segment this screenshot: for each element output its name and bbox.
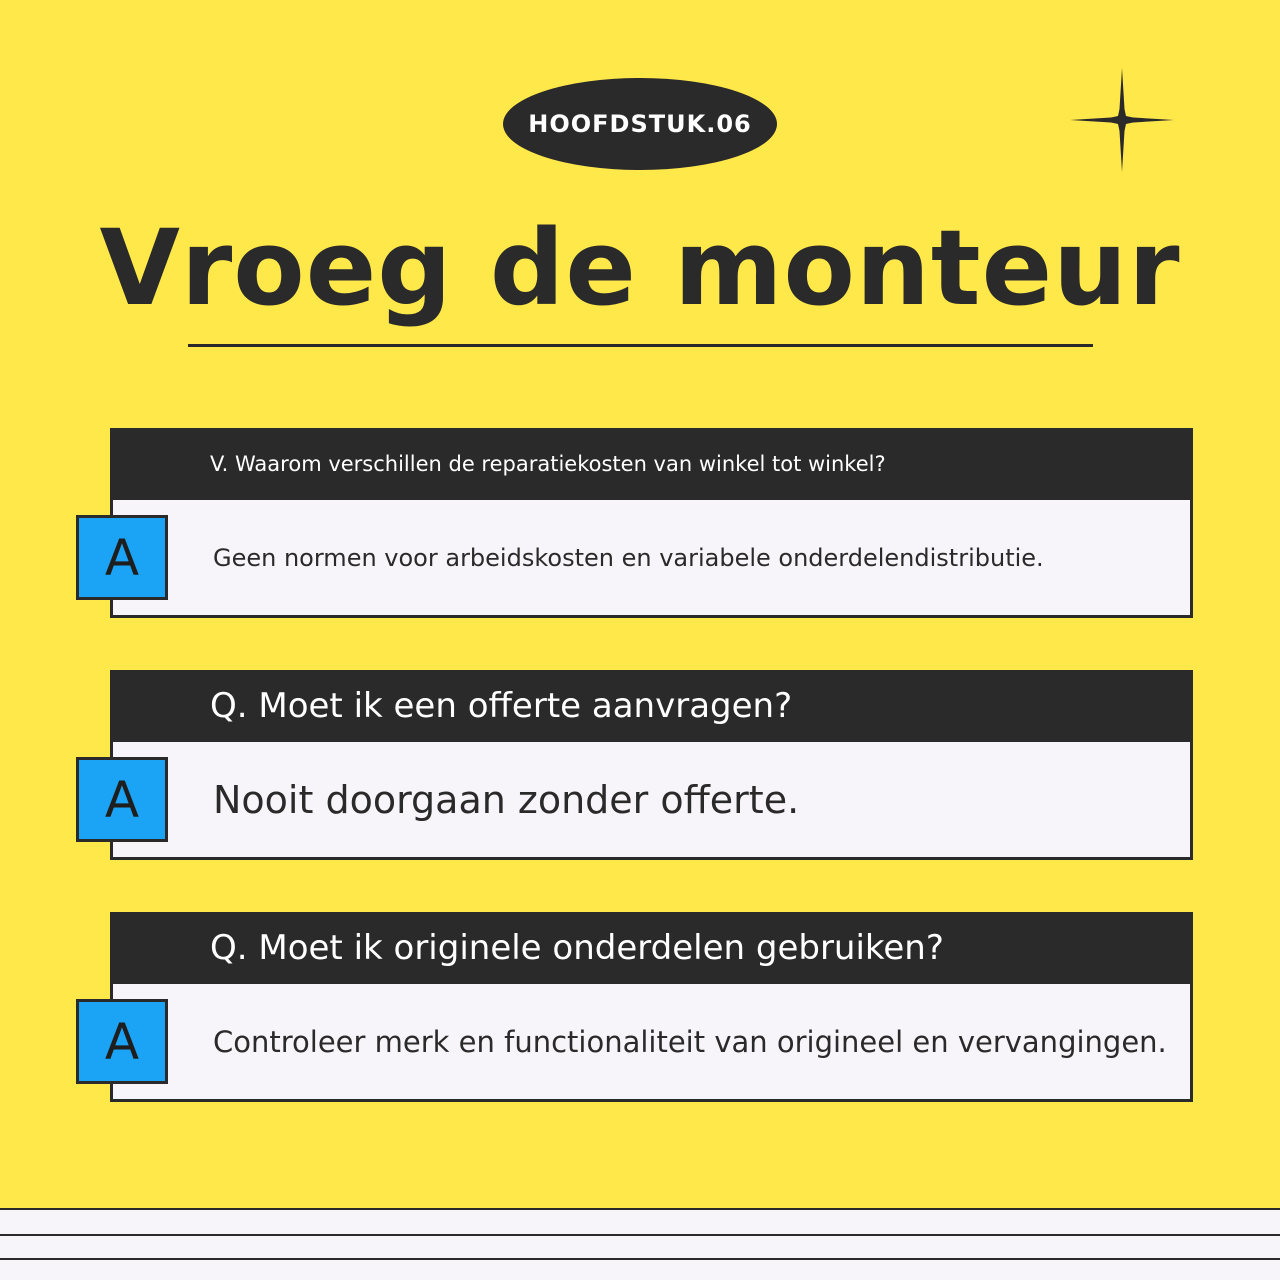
faq-answer-1: Geen normen voor arbeidskosten en variabele onderdelendistributie. [110,500,1193,618]
stripe-line [0,1234,1280,1236]
answer-marker-3: A [76,999,168,1084]
faq-card-2 [104,670,1193,860]
faq-question-3: Q. Moet ik originele onderdelen gebruiken? [110,912,1193,984]
chapter-badge: HOOFDSTUK.06 [503,78,777,170]
bottom-stripes [0,1208,1280,1280]
faq-question-2: Q. Moet ik een offerte aanvragen? [110,670,1193,742]
answer-marker-1: A [76,515,168,600]
answer-marker-2: A [76,757,168,842]
faq-question-1: V. Waarom verschillen de reparatiekosten van winkel tot winkel? [110,428,1193,500]
faq-card-3 [104,912,1193,1102]
faq-answer-3: Controleer merk en functionaliteit van origineel en vervangingen. [110,984,1193,1102]
faq-card-1 [104,428,1193,618]
stripe-line [0,1208,1280,1210]
stripe-line [0,1258,1280,1260]
title-underline [188,344,1093,347]
sparkle-star-icon [1070,68,1174,172]
faq-answer-2: Nooit doorgaan zonder offerte. [110,742,1193,860]
page-title: Vroeg de monteur [99,207,1181,329]
